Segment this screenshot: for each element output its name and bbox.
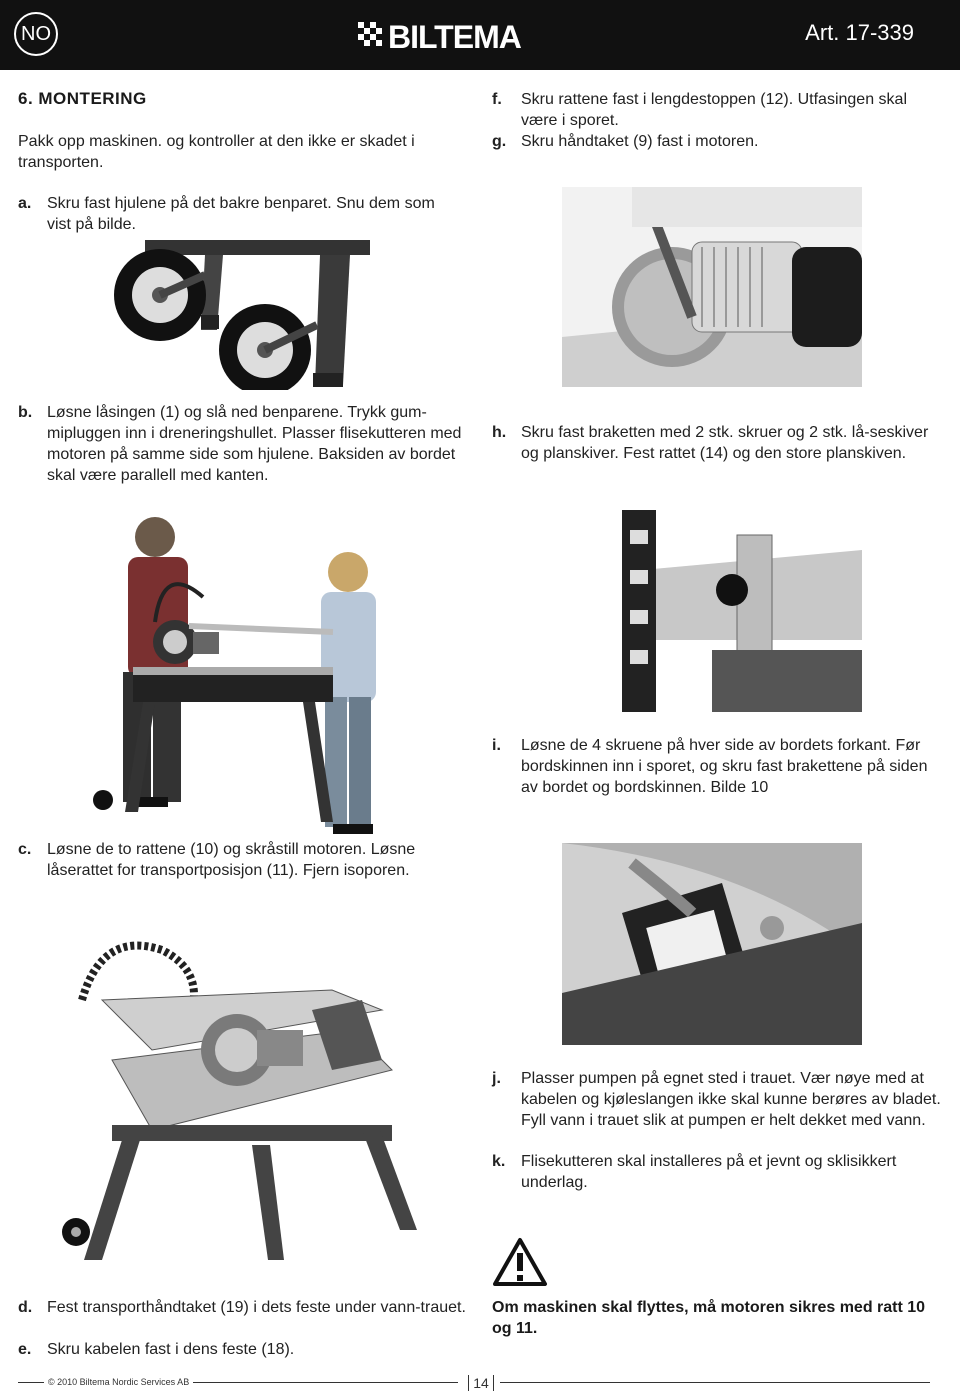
warning-icon xyxy=(492,1237,548,1287)
motor-handle-image xyxy=(562,187,862,387)
step-text: Skru rattene fast i lengdestoppen (12). Utfasingen skal være i sporet. xyxy=(521,91,907,129)
step-g xyxy=(492,131,932,152)
footer-rule-right xyxy=(500,1382,930,1383)
step-text: Løsne de to rattene (10) og skråstill motoren. Løsne låserattet for transportposisjon (11). Fjern isoporen. xyxy=(47,841,416,879)
step-label: g. xyxy=(492,133,507,150)
step-text: Løsne låsingen (1) og slå ned benparene. Trykk gum-mipluggen inn i dreneringshullet. Plasser flisekutteren med motoren på samme side som hjulene. Baksiden av bordet skal være parallell med kanten. xyxy=(47,404,462,484)
language-code: NO xyxy=(21,23,51,45)
copyright: © 2010 Biltema Nordic Services AB xyxy=(44,1377,193,1387)
step-label: a. xyxy=(18,195,32,212)
step-label: k. xyxy=(492,1153,506,1170)
step-k xyxy=(492,1151,942,1193)
tile-cutter-image xyxy=(62,930,442,1270)
step-label: i. xyxy=(492,737,501,754)
step-text: Skru fast braketten med 2 stk. skruer og 2 stk. lå-seskiver og planskiver. Fest rattet (14) og den store planskiven. xyxy=(521,424,929,462)
step-text: Skru kabelen fast i dens feste (18). xyxy=(47,1341,295,1358)
language-badge xyxy=(14,12,58,56)
step-label: d. xyxy=(18,1299,33,1316)
step-label: j. xyxy=(492,1070,501,1087)
step-i xyxy=(492,735,942,798)
step-h xyxy=(492,422,932,464)
step-text: Plasser pumpen på egnet sted i trauet. Vær nøye med at kabelen og kjøleslangen ikke skal kunne berøres av bladet. Fyll vann i trauet slik at pumpen er helt dekket med vann. xyxy=(521,1070,941,1129)
step-j xyxy=(492,1068,942,1131)
step-f xyxy=(492,89,932,131)
brand-name: BILTEMA xyxy=(388,19,521,52)
step-a xyxy=(18,193,448,235)
step-label: c. xyxy=(18,841,32,858)
intro-text: Pakk opp maskinen. og kontroller at den ikke er skadet i transporten. xyxy=(18,133,415,171)
step-text: Skru fast hjulene på det bakre benparet. Snu dem som vist på bilde. xyxy=(47,195,435,233)
page-number: 14 xyxy=(468,1375,494,1391)
step-e xyxy=(18,1339,468,1360)
biltema-logo xyxy=(358,18,603,52)
step-label: e. xyxy=(18,1341,32,1358)
people-placing-machine-image xyxy=(93,512,403,842)
wheels-image xyxy=(105,235,375,390)
step-b xyxy=(18,402,470,486)
step-c xyxy=(18,839,458,881)
section-title: 6. MONTERING xyxy=(18,89,147,108)
step-label: b. xyxy=(18,404,33,421)
article-number: Art. 17-339 xyxy=(805,20,914,45)
step-text: Flisekutteren skal installeres på et jevnt og sklisikkert underlag. xyxy=(521,1153,897,1191)
step-label: h. xyxy=(492,424,507,441)
bracket-knob-image xyxy=(562,510,862,712)
warning-text: Om maskinen skal flyttes, må motoren sikres med ratt 10 og 11. xyxy=(492,1299,926,1337)
step-text: Skru håndtaket (9) fast i motoren. xyxy=(521,133,759,150)
step-text: Fest transporthåndtaket (19) i dets feste under vann-trauet. xyxy=(47,1299,466,1316)
pump-image xyxy=(562,843,862,1045)
step-label: f. xyxy=(492,91,502,108)
step-d xyxy=(18,1297,468,1318)
step-text: Løsne de 4 skruene på hver side av bordets forkant. Før bordskinnen inn i sporet, og skru fast brakettene på siden av bordet og bordskinnen. Bilde 10 xyxy=(521,737,928,796)
